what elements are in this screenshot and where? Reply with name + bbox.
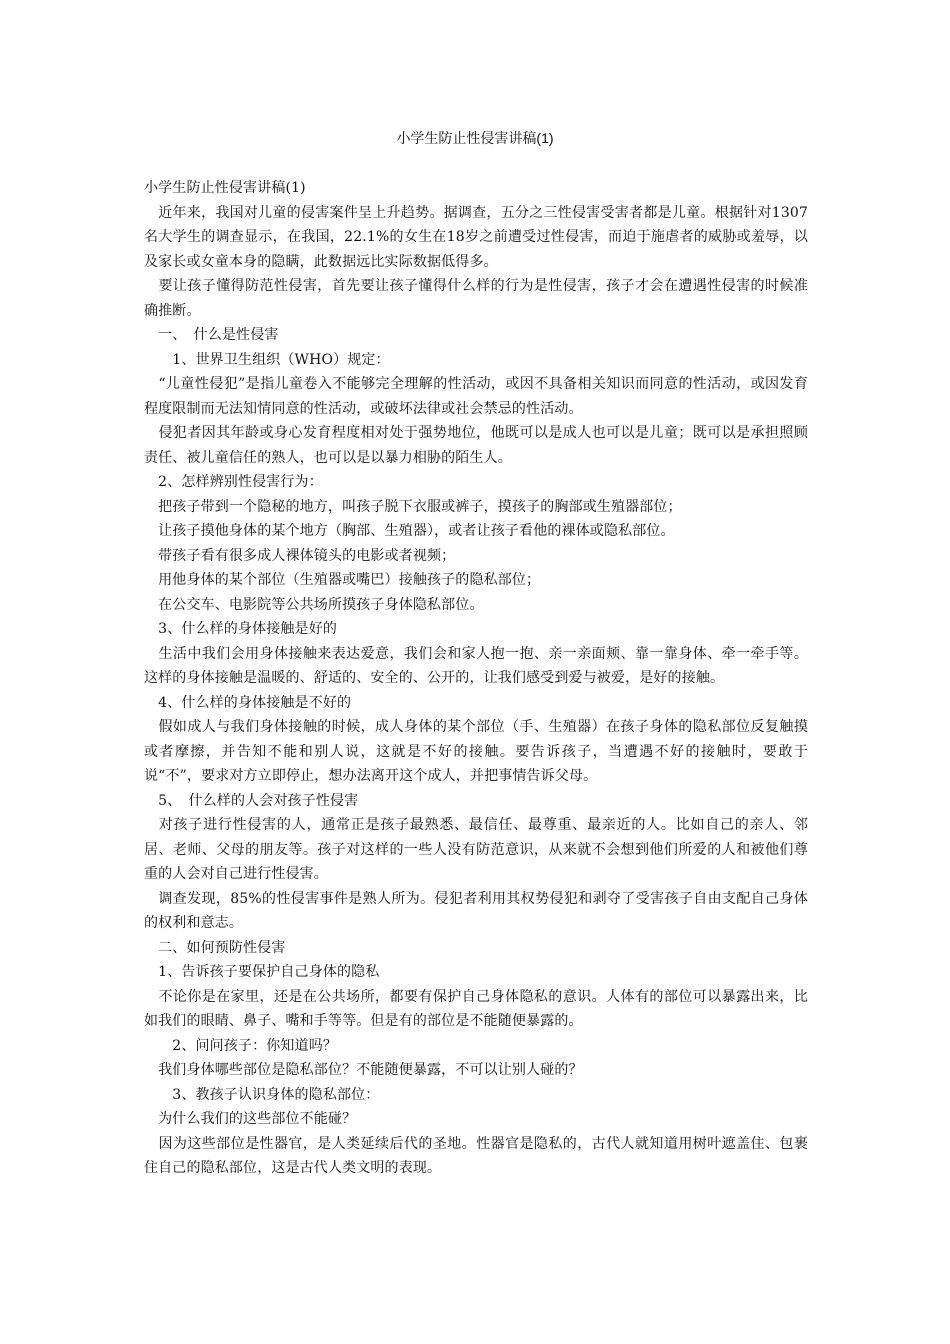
section-heading: 一、 什么是性侵害	[144, 327, 279, 343]
subsection-heading: 1、告诉孩子要保护自己身体的隐私	[144, 964, 380, 980]
body-paragraph: 要让孩子懂得防范性侵害，首先要让孩子懂得什么样的行为是性侵害，孩子才会在遭遇性侵害的时候准确推断。	[144, 278, 808, 319]
body-paragraph: 侵犯者因其年龄或身心发育程度相对处于强势地位，他既可以是成人也可以是儿童；既可以是承担照顾责任、被儿童信任的熟人，也可以是以暴力相胁的陌生人。	[144, 425, 808, 466]
list-item: 带孩子看有很多成人裸体镜头的电影或者视频；	[144, 547, 456, 564]
subsection-heading: 5、 什么样的人会对孩子性侵害	[144, 792, 359, 809]
document-title: 小学生防止性侵害讲稿(1)	[396, 130, 554, 146]
subtitle-paragraph: 小学生防止性侵害讲稿(1)	[144, 180, 306, 196]
body-paragraph: 调查发现，85%的性侵害事件是熟人所为。侵犯者利用其权势侵犯和剥夺了受害孩子自由支配自己身体的权利和意志。	[144, 890, 808, 931]
body-paragraph: 生活中我们会用身体接触来表达爱意，我们会和家人抱一抱、亲一亲面颊、靠一靠身体、牵一牵手等。这样的身体接触是温暖的、舒适的、安全的、公开的，让我们感受到爱与被爱，是好的接触。	[144, 645, 808, 686]
subsection-heading: 1、世界卫生组织（WHO）规定：	[144, 351, 390, 368]
body-paragraph: 我们身体哪些部位是隐私部位？不能随便暴露，不可以让别人碰的？	[144, 1062, 583, 1078]
body-paragraph: 对孩子进行性侵害的人，通常正是孩子最熟悉、最信任、最尊重、最亲近的人。比如自己的亲人、邻居、老师、父母的朋友等。孩子对这样的一些人没有防范意识，从来就不会想到他们所爱的人和被他们尊重的人会对自己进行性侵害。	[144, 817, 808, 882]
body-paragraph: 近年来，我国对儿童的侵害案件呈上升趋势。据调查，五分之三性侵害受害者都是儿童。根据针对1307名大学生的调查显示，在我国，22.1%的女生在18岁之前遭受过性侵害，而迫于施虐者的威胁或羞辱，以及家长或女童本身的隐瞒，此数据远比实际数据低得多。	[144, 204, 808, 270]
body-paragraph: 因为这些部位是性器官，是人类延续后代的圣地。性器官是隐私的，古代人就知道用树叶遮盖住、包裹住自己的隐私部位，这是古代人类文明的表现。	[144, 1135, 808, 1176]
subsection-heading: 4、什么样的身体接触是不好的	[144, 694, 352, 711]
body-paragraph: 为什么我们的这些部位不能碰？	[144, 1111, 357, 1127]
list-item: 在公交车、电影院等公共场所摸孩子身体隐私部位。	[144, 596, 484, 613]
subsection-heading: 2、怎样辨别性侵害行为：	[144, 474, 323, 490]
list-item: 让孩子摸他身体的某个地方（胸部、生殖器），或者让孩子看他的裸体或隐私部位。	[144, 523, 675, 539]
body-paragraph: “儿童性侵犯”是指儿童卷入不能够完全理解的性活动，或因不具备相关知识而同意的性活动，或因发育程度限制而无法知情同意的性活动，或破坏法律或社会禁忌的性活动。	[144, 376, 808, 417]
section-heading: 二、如何预防性侵害	[144, 939, 286, 956]
subsection-heading: 3、什么样的身体接触是好的	[144, 621, 338, 637]
body-paragraph: 不论你是在家里，还是在公共场所，都要有保护自己身体隐私的意识。人体有的部位可以暴露出来，比如我们的眼睛、鼻子、嘴和手等等。但是有的部位是不能随便暴露的。	[144, 988, 808, 1029]
subsection-heading: 2、问问孩子：你知道吗？	[144, 1037, 338, 1054]
document-body	[144, 176, 808, 1181]
body-paragraph: 假如成人与我们身体接触的时候，成人身体的某个部位（手、生殖器）在孩子身体的隐私部位反复触摸或者摩擦，并告知不能和别人说，这就是不好的接触。要告诉孩子，当遭遇不好的接触时，要敢于说“不”，要求对方立即停止，想办法离开这个成人，并把事情告诉父母。	[144, 719, 808, 784]
list-item: 用他身体的某个部位（生殖器或嘴巴）接触孩子的隐私部位；	[144, 572, 541, 588]
subsection-heading: 3、教孩子认识身体的隐私部位：	[144, 1086, 380, 1103]
list-item: 把孩子带到一个隐秘的地方，叫孩子脱下衣服或裤子，摸孩子的胸部或生殖器部位；	[144, 498, 682, 515]
